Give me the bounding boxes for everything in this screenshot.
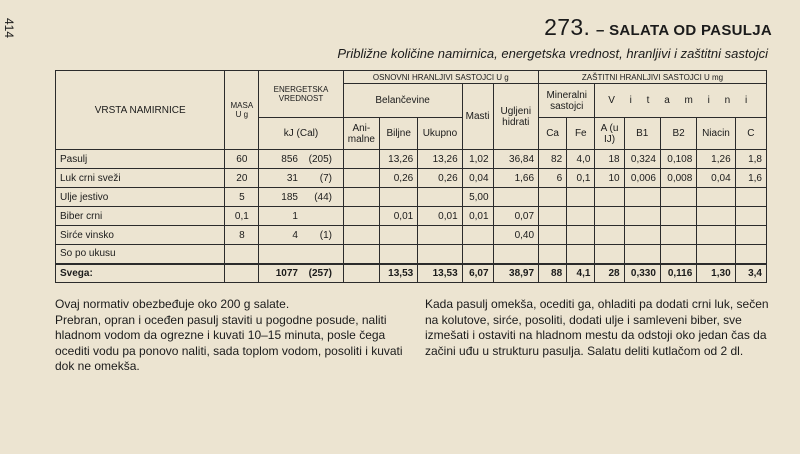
recipe-number: 273.: [544, 14, 591, 40]
header-kj-cal: kJ (Cal): [259, 118, 343, 150]
recipe-header: [544, 14, 772, 41]
table-row: So po ukusu: [56, 245, 767, 264]
header-total: Ukupno: [418, 118, 462, 150]
preparation-step-1: Prebran, opran i oceđen pasulj staviti u pogodne posude, naliti hladnom vodom da ogrezne i kuvati 10–15 minuta, posle čega ocediti vodu pa ponovo naliti, sada toplom vodom, posoliti i kuvati dok ne omekša.: [55, 312, 403, 373]
header-b1: B1: [624, 118, 660, 150]
table-row: Biber crni 0,1 1 0,01 0,01 0,01 0,07: [56, 207, 767, 226]
preparation-step-2: Kada pasulj omekša, ocediti ga, ohladiti pa dodati crni luk, sečen na kolutove, sirće, posoliti, dodati ulje i samleveni biber, sve izmešati i ostaviti na hladnom mestu da odstoji oko jedan čas da začini uđu u strukturu pasulja. Salatu deliti kutlačom od 2 dl.: [425, 297, 769, 358]
header-protective-group: ZAŠTITNI HRANLJIVI SASTOJCI U mg: [539, 71, 767, 84]
notes-left-column: [55, 297, 407, 375]
table-row: Sirće vinsko 8 4 (1) 0,40: [56, 226, 767, 245]
header-mass: MASA U g: [225, 71, 259, 150]
header-animal: Ani- malne: [343, 118, 380, 150]
header-plant: Biljne: [380, 118, 418, 150]
notes-right-column: [425, 297, 770, 359]
table-row: Ulje jestivo 5 185 (44) 5,00: [56, 188, 767, 207]
header-carbs: Ugljeni hidrati: [493, 84, 539, 150]
header-proteins: Belančevine: [343, 84, 462, 118]
header-basic-group: OSNOVNI HRANLJIVI SASTOJCI U g: [343, 71, 538, 84]
recipe-title: – SALATA OD PASULJA: [596, 22, 772, 39]
header-energy: ENERGETSKA VREDNOST: [259, 71, 343, 118]
nutrition-table: [55, 70, 767, 283]
subtitle: Približne količine namirnica, energetska vrednost, hranljivi i zaštitni sastojci: [337, 46, 768, 61]
page-number: 414: [2, 18, 16, 39]
yield-note: Ovaj normativ obezbeđuje oko 200 g salate.: [55, 297, 290, 311]
header-ca: Ca: [539, 118, 567, 150]
table-total-row: Svega: 1077 (257) 13,53 13,53 6,07 38,97 88 4,1 28 0,330 0,116 1,30 3,4: [56, 264, 767, 283]
header-name: VRSTA NAMIRNICE: [56, 71, 225, 150]
header-b2: B2: [660, 118, 696, 150]
header-c: C: [735, 118, 766, 150]
header-niacin: Niacin: [697, 118, 735, 150]
header-fats: Masti: [462, 84, 493, 150]
header-a: A (u IJ): [595, 118, 624, 150]
header-minerals: Mineralni sastojci: [539, 84, 595, 118]
table-row: Luk crni sveži 20 31 (7) 0,26 0,26 0,04 1,66 6 0,1 10 0,006 0,008 0,04 1,6: [56, 169, 767, 188]
header-vitamins: V i t a m i n i: [595, 84, 767, 118]
table-row: Pasulj 60 856 (205) 13,26 13,26 1,02 36,84 82 4,0 18 0,324 0,108 1,26 1,8: [56, 150, 767, 169]
header-fe: Fe: [567, 118, 595, 150]
